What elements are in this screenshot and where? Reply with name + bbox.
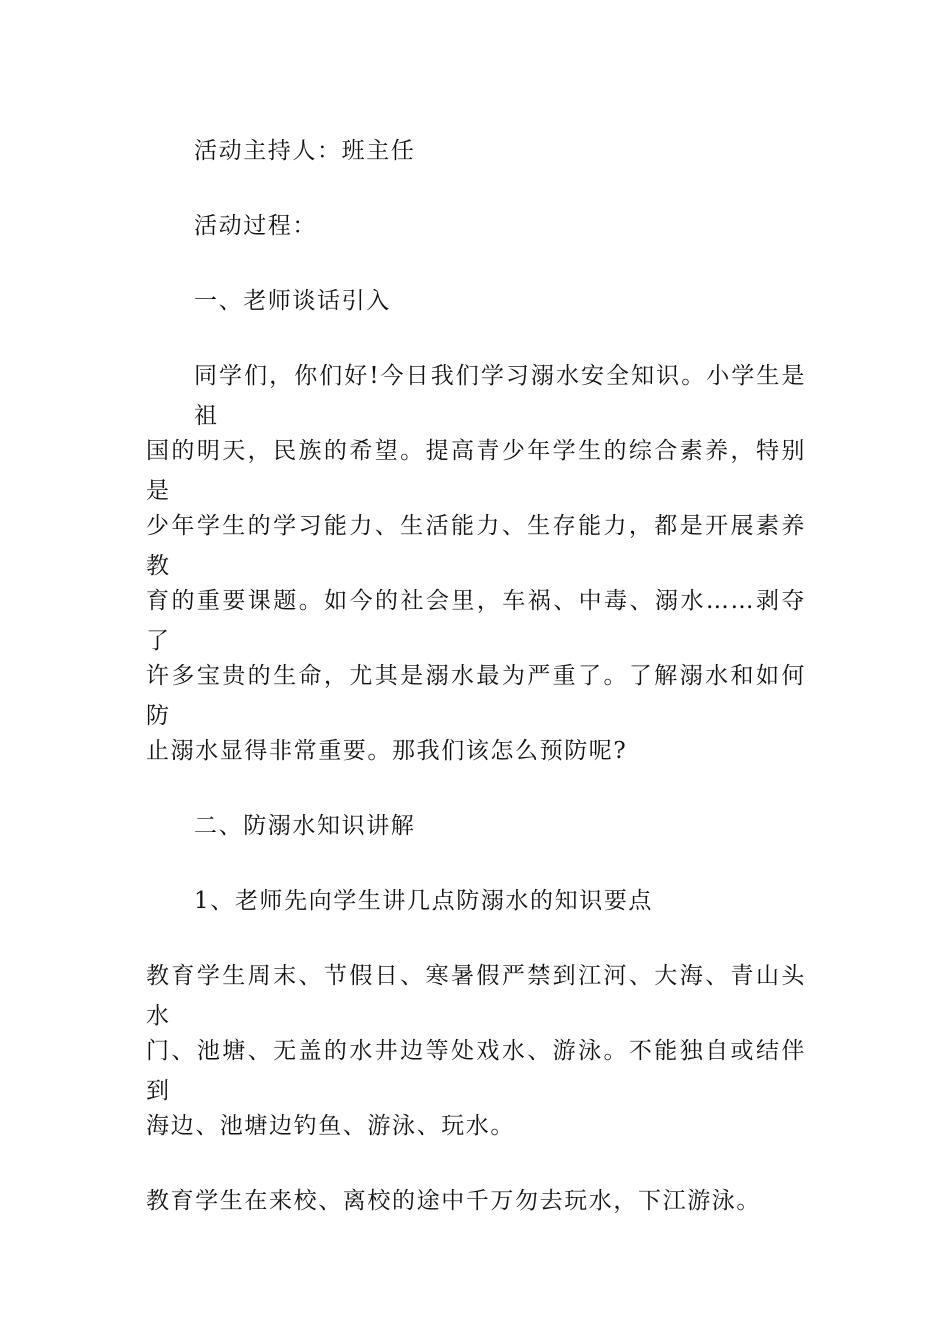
section-heading-1: 一、老师谈话引入	[194, 288, 391, 314]
paragraph-1-line-2: 国的明天，民族的希望。提高青少年学生的综合素养，特别是	[146, 438, 806, 504]
paragraph-2-line-3: 海边、池塘边钓鱼、游泳、玩水。	[146, 1113, 515, 1139]
paragraph-2-line-2: 门、池塘、无盖的水井边等处戏水、游泳。不能独自或结伴到	[146, 1038, 806, 1104]
process-line: 活动过程：	[194, 213, 317, 239]
paragraph-1-line-1: 同学们，你们好!今日我们学习溺水安全知识。小学生是祖	[194, 363, 806, 429]
point-heading-1: 1、老师先向学生讲几点防溺水的知识要点	[194, 888, 654, 914]
paragraph-2-line-1: 教育学生周末、节假日、寒暑假严禁到江河、大海、青山头水	[146, 963, 806, 1029]
paragraph-3-line-1: 教育学生在来校、离校的途中千万勿去玩水，下江游泳。	[146, 1188, 761, 1214]
paragraph-1-line-4: 育的重要课题。如今的社会里，车祸、中毒、溺水……剥夺了	[146, 588, 806, 654]
host-line: 活动主持人：班主任	[194, 138, 416, 164]
paragraph-1-line-5: 许多宝贵的生命，尤其是溺水最为严重了。了解溺水和如何防	[146, 663, 806, 729]
section-heading-2: 二、防溺水知识讲解	[194, 813, 416, 839]
paragraph-1-line-3: 少年学生的学习能力、生活能力、生存能力，都是开展素养教	[146, 513, 806, 579]
paragraph-1-line-6: 止溺水显得非常重要。那我们该怎么预防呢?	[146, 738, 628, 764]
